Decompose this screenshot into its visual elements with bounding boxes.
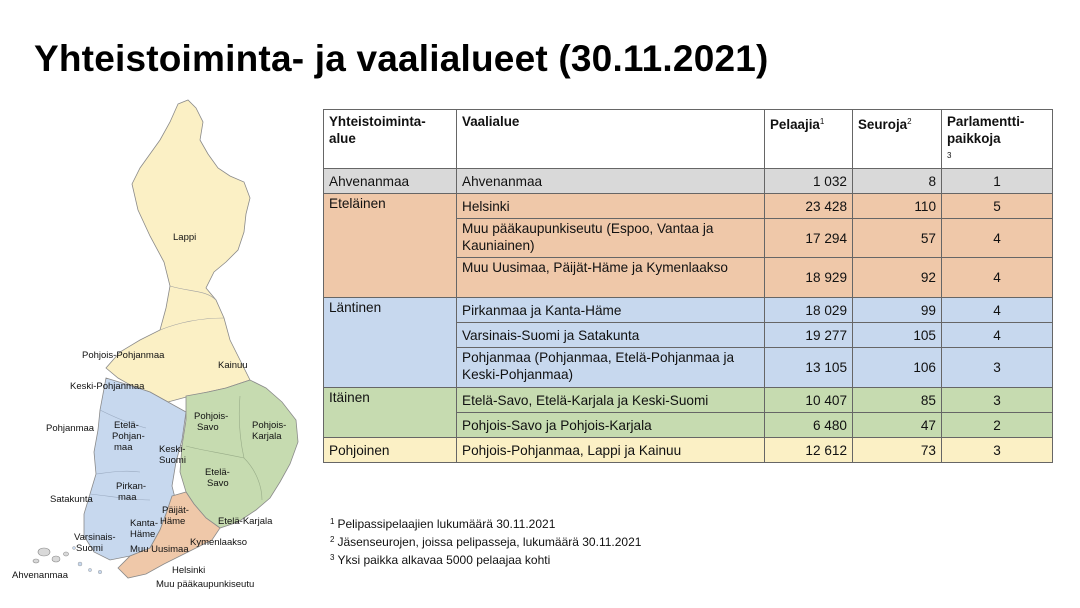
cell-players: 12 612 — [765, 438, 853, 463]
cell-players: 18 029 — [765, 298, 853, 323]
map-label-lappi: Lappi — [173, 232, 197, 243]
cell-clubs: 47 — [853, 413, 942, 438]
cell-district: Etelä-Savo, Etelä-Karjala ja Keski-Suomi — [457, 388, 765, 413]
slide-title: Yhteistoiminta- ja vaalialueet (30.11.2021) — [34, 38, 769, 79]
region-table — [323, 109, 1053, 463]
table-row — [324, 194, 1053, 219]
cell-seats: 4 — [942, 219, 1053, 258]
cell-players: 18 929 — [765, 258, 853, 298]
cell-seats: 3 — [942, 348, 1053, 388]
cell-district: Helsinki — [457, 194, 765, 219]
header-clubs: Seuroja$^2$ — [853, 110, 942, 169]
cell-seats: 5 — [942, 194, 1053, 219]
cell-players: 19 277 — [765, 323, 853, 348]
map-label-etela-karjala: Etelä-Karjala — [218, 516, 273, 527]
map-label-paijat-hame: Päijät- Häme — [160, 505, 189, 527]
cell-seats: 1 — [942, 169, 1053, 194]
map-label-varsinais-suomi: Varsinais- Suomi — [74, 532, 116, 554]
table-header-row — [324, 110, 1053, 169]
cell-area: Läntinen — [324, 298, 457, 388]
map-label-ahvenanmaa: Ahvenanmaa — [12, 570, 68, 581]
cell-seats: 3 — [942, 438, 1053, 463]
map-label-etela-savo: Etelä- Savo — [205, 467, 230, 489]
cell-district: Varsinais-Suomi ja Satakunta — [457, 323, 765, 348]
cell-players: 1 032 — [765, 169, 853, 194]
cell-clubs: 85 — [853, 388, 942, 413]
map-label-kymenlaakso: Kymenlaakso — [190, 537, 248, 548]
cell-district: Pohjois-Pohjanmaa, Lappi ja Kainuu — [457, 438, 765, 463]
cell-district: Ahvenanmaa — [457, 169, 765, 194]
cell-clubs: 8 — [853, 169, 942, 194]
cell-district: Muu Uusimaa, Päijät-Häme ja Kymenlaakso — [457, 258, 765, 298]
map-region-ahvenanmaa — [33, 548, 69, 563]
map-label-helsinki: Helsinki — [172, 565, 206, 576]
cell-players: 17 294 — [765, 219, 853, 258]
table-row — [324, 169, 1053, 194]
map-label-kanta-hame: Kanta- Häme — [130, 518, 158, 540]
map-label-keski-suomi: Keski- Suomi — [159, 444, 186, 466]
cell-clubs: 99 — [853, 298, 942, 323]
footnote: $^3$ Yksi paikka alkavaa 5000 pelaajaa kohti — [330, 553, 551, 567]
header-players: Pelaajia$^1$ — [765, 110, 853, 169]
table-row — [324, 298, 1053, 323]
map-label-kainuu: Kainuu — [218, 360, 248, 371]
region-table-container — [323, 109, 1053, 463]
cell-clubs: 105 — [853, 323, 942, 348]
map-label-pohjanmaa: Pohjanmaa — [46, 423, 95, 434]
map-label-satakunta: Satakunta — [50, 494, 93, 505]
map-label-muu-uusimaa: Muu Uusimaa — [130, 544, 189, 555]
header-area: Yhteistoiminta-alue — [324, 110, 457, 169]
cell-clubs: 57 — [853, 219, 942, 258]
map-label-keski-pohjanmaa: Keski-Pohjanmaa — [70, 381, 145, 392]
cell-district: Pohjanmaa (Pohjanmaa, Etelä-Pohjanmaa ja Keski-Pohjanmaa) — [457, 348, 765, 388]
map-label-pohjois-savo: Pohjois- Savo — [194, 411, 229, 433]
cell-players: 6 480 — [765, 413, 853, 438]
map-label-pohjois-pohjanmaa: Pohjois-Pohjanmaa — [82, 350, 165, 361]
cell-players: 23 428 — [765, 194, 853, 219]
cell-seats: 2 — [942, 413, 1053, 438]
cell-seats: 3 — [942, 388, 1053, 413]
table-row — [324, 388, 1053, 413]
cell-clubs: 106 — [853, 348, 942, 388]
cell-seats: 4 — [942, 258, 1053, 298]
cell-area: Itäinen — [324, 388, 457, 438]
cell-area: Pohjoinen — [324, 438, 457, 463]
cell-players: 13 105 — [765, 348, 853, 388]
footnotes — [330, 514, 641, 568]
cell-area: Eteläinen — [324, 194, 457, 298]
cell-area: Ahvenanmaa — [324, 169, 457, 194]
cell-clubs: 92 — [853, 258, 942, 298]
cell-players: 10 407 — [765, 388, 853, 413]
cell-district: Pirkanmaa ja Kanta-Häme — [457, 298, 765, 323]
table-row — [324, 438, 1053, 463]
map-label-muu-paakaupunkiseutu: Muu pääkaupunkiseutu — [156, 579, 255, 590]
map-label-pirkanmaa: Pirkan- maa — [116, 481, 147, 503]
cell-district: Pohjois-Savo ja Pohjois-Karjala — [457, 413, 765, 438]
header-seats: Parlamentti-paikkoja$^3$ — [942, 110, 1053, 169]
finland-region-map — [0, 96, 320, 601]
cell-seats: 4 — [942, 323, 1053, 348]
header-district: Vaalialue — [457, 110, 765, 169]
footnote: $^2$ Jäsenseurojen, joissa pelipasseja, lukumäärä 30.11.2021 — [330, 535, 642, 549]
footnote: $^1$ Pelipassipelaajien lukumäärä 30.11.2021 — [330, 517, 556, 531]
map-label-etela-pohjanmaa: Etelä- Pohjan- maa — [112, 420, 145, 453]
cell-district: Muu pääkaupunkiseutu (Espoo, Vantaa ja Kauniainen) — [457, 219, 765, 258]
cell-seats: 4 — [942, 298, 1053, 323]
map-label-pohjois-karjala: Pohjois- Karjala — [252, 420, 287, 442]
map-region-itainen — [180, 380, 298, 528]
cell-clubs: 110 — [853, 194, 942, 219]
cell-clubs: 73 — [853, 438, 942, 463]
